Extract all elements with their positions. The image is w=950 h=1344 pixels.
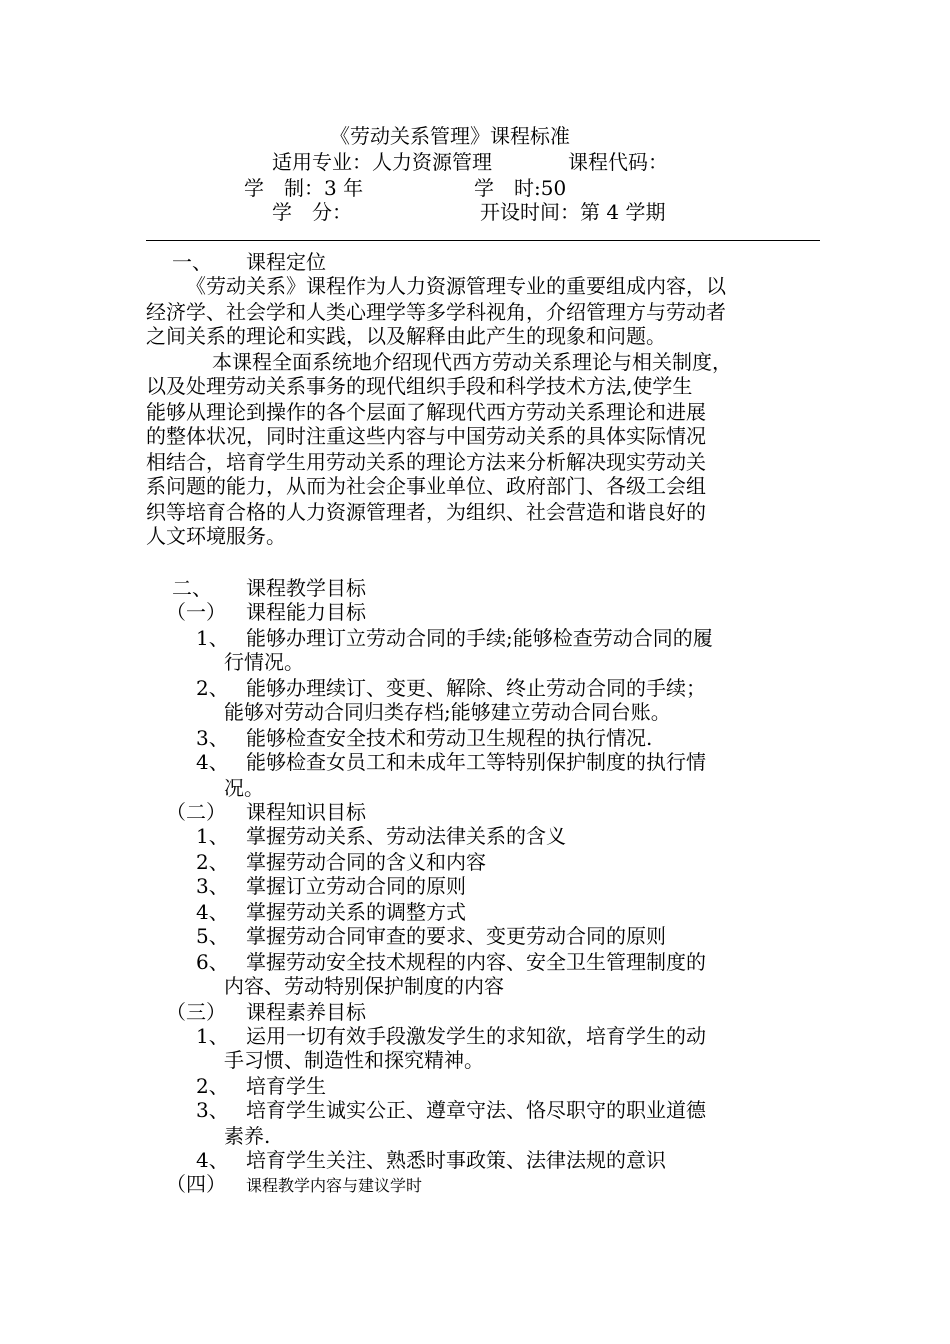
credit-label: 学 分： bbox=[272, 200, 352, 224]
list-item: 能够办理续订、变更、解除、终止劳动合同的手续； bbox=[246, 676, 706, 700]
paragraph-line: 能够从理论到操作的各个层面了解现代西方劳动关系理论和进展 bbox=[146, 400, 706, 424]
list-item-continuation: 能够对劳动合同归类存档;能够建立劳动合同台账。 bbox=[224, 700, 671, 724]
system-label: 学 制：3 年 bbox=[244, 176, 364, 200]
course-code-label: 课程代码： bbox=[568, 150, 668, 174]
paragraph-line: 《劳动关系》课程作为人力资源管理专业的重要组成内容，以 bbox=[186, 274, 726, 298]
list-item: 能够检查女员工和未成年工等特别保护制度的执行情 bbox=[246, 750, 706, 774]
list-number: 1、 bbox=[196, 626, 229, 650]
sub2-number: （二） bbox=[166, 800, 226, 824]
list-item: 能够办理订立劳动合同的手续;能够检查劳动合同的履 bbox=[246, 626, 713, 650]
paragraph-line: 系问题的能力，从而为社会企事业单位、政府部门、各级工会组 bbox=[146, 474, 706, 498]
list-item: 运用一切有效手段激发学生的求知欲，培育学生的动 bbox=[246, 1024, 706, 1048]
list-number: 3、 bbox=[196, 1098, 229, 1122]
sub4-title: 课程教学内容与建议学时 bbox=[246, 1176, 423, 1195]
list-number: 2、 bbox=[196, 676, 229, 700]
paragraph-line: 的整体状况，同时注重这些内容与中国劳动关系的具体实际情况 bbox=[146, 424, 706, 448]
list-number: 6、 bbox=[196, 950, 229, 974]
list-item: 掌握劳动合同审查的要求、变更劳动合同的原则 bbox=[246, 924, 666, 948]
paragraph-line: 人文环境服务。 bbox=[146, 524, 286, 548]
section1-number: 一、 bbox=[172, 250, 212, 274]
list-item-continuation: 内容、劳动特别保护制度的内容 bbox=[224, 974, 504, 998]
sub1-number: （一） bbox=[166, 600, 226, 624]
list-number: 5、 bbox=[196, 924, 229, 948]
list-item: 掌握劳动关系的调整方式 bbox=[246, 900, 466, 924]
list-number: 3、 bbox=[196, 874, 229, 898]
list-item: 掌握劳动安全技术规程的内容、安全卫生管理制度的 bbox=[246, 950, 706, 974]
list-item-continuation: 素养. bbox=[224, 1124, 271, 1148]
major-label: 适用专业：人力资源管理 bbox=[272, 150, 492, 174]
paragraph-line: 经济学、社会学和人类心理学等多学科视角，介绍管理方与劳动者 bbox=[146, 300, 726, 324]
list-item: 培育学生 bbox=[246, 1074, 326, 1098]
section1-title: 课程定位 bbox=[246, 250, 326, 274]
sub3-title: 课程素养目标 bbox=[246, 1000, 366, 1024]
document-title: 《劳动关系管理》课程标准 bbox=[330, 124, 570, 148]
section2-number: 二、 bbox=[172, 576, 212, 600]
sub3-number: （三） bbox=[166, 1000, 226, 1024]
list-item: 掌握订立劳动合同的原则 bbox=[246, 874, 466, 898]
sub1-title: 课程能力目标 bbox=[246, 600, 366, 624]
paragraph-line: 以及处理劳动关系事务的现代组织手段和科学技术方法,使学生 bbox=[146, 374, 693, 398]
paragraph-line: 本课程全面系统地介绍现代西方劳动关系理论与相关制度， bbox=[212, 350, 732, 374]
list-number: 2、 bbox=[196, 850, 229, 874]
paragraph-line: 相结合，培育学生用劳动关系的理论方法来分析解决现实劳动关 bbox=[146, 450, 706, 474]
list-number: 3、 bbox=[196, 726, 229, 750]
header-divider bbox=[146, 240, 820, 241]
section2-title: 课程教学目标 bbox=[246, 576, 366, 600]
list-item: 培育学生诚实公正、遵章守法、恪尽职守的职业道德 bbox=[246, 1098, 706, 1122]
list-number: 1、 bbox=[196, 1024, 229, 1048]
hours-label: 学 时:50 bbox=[474, 176, 567, 200]
paragraph-line: 之间关系的理论和实践，以及解释由此产生的现象和问题。 bbox=[146, 324, 666, 348]
list-number: 4、 bbox=[196, 1148, 229, 1172]
list-number: 1、 bbox=[196, 824, 229, 848]
list-number: 4、 bbox=[196, 750, 229, 774]
list-item: 能够检查安全技术和劳动卫生规程的执行情况. bbox=[246, 726, 653, 750]
list-item: 掌握劳动合同的含义和内容 bbox=[246, 850, 486, 874]
sub4-number: （四） bbox=[166, 1172, 226, 1196]
list-number: 4、 bbox=[196, 900, 229, 924]
list-item: 培育学生关注、熟悉时事政策、法律法规的意识 bbox=[246, 1148, 666, 1172]
list-item-continuation: 行情况。 bbox=[224, 650, 304, 674]
sub2-title: 课程知识目标 bbox=[246, 800, 366, 824]
term-label: 开设时间：第 4 学期 bbox=[480, 200, 666, 224]
paragraph-line: 织等培育合格的人力资源管理者，为组织、社会营造和谐良好的 bbox=[146, 500, 706, 524]
list-number: 2、 bbox=[196, 1074, 229, 1098]
list-item-continuation: 况。 bbox=[224, 776, 264, 800]
list-item-continuation: 手习惯、制造性和探究精神。 bbox=[224, 1048, 484, 1072]
list-item: 掌握劳动关系、劳动法律关系的含义 bbox=[246, 824, 566, 848]
